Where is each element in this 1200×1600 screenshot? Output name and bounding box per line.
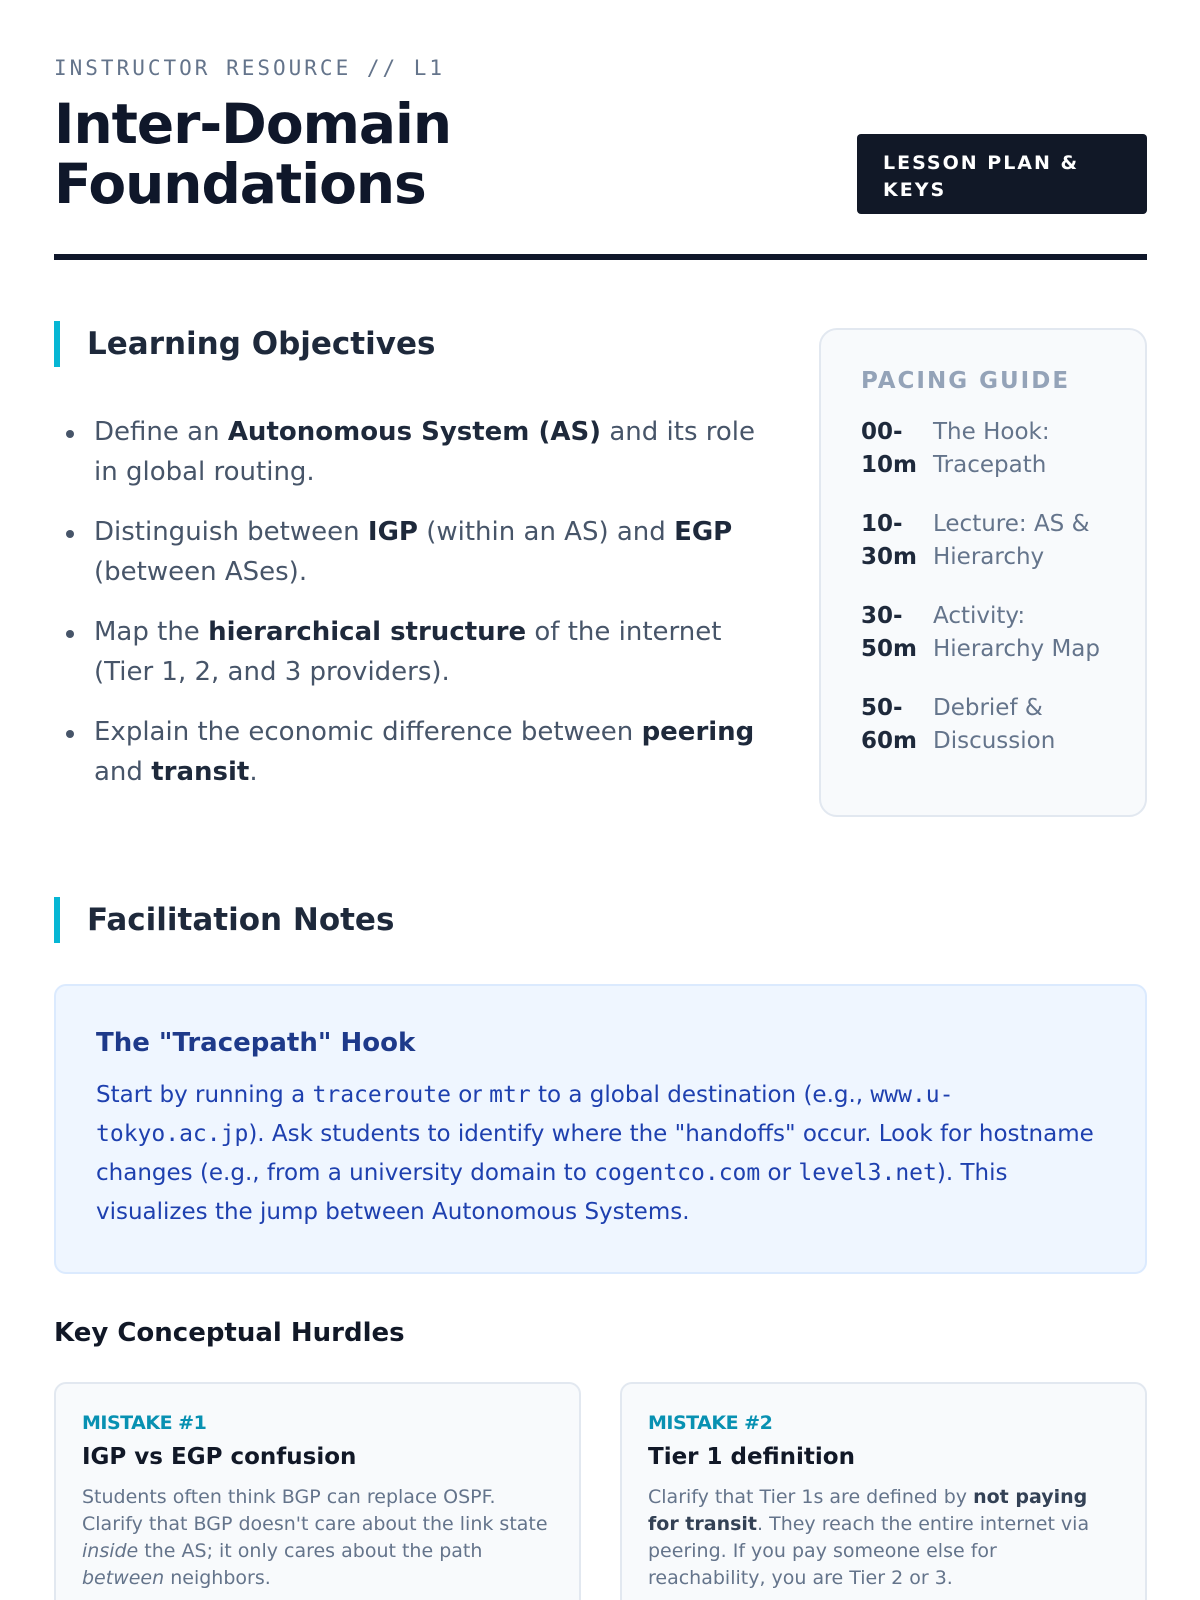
code-snippet: traceroute (312, 1082, 451, 1108)
page-title (54, 94, 451, 214)
pacing-row (861, 600, 1145, 666)
code-snippet: www.u-tokyo.ac.jp (96, 1082, 954, 1147)
learning-objectives-heading: Learning Objectives (54, 321, 435, 367)
objective-item: Map the hierarchical structure of the internet (Tier 1, 2, and 3 providers). (64, 612, 784, 692)
tracepath-hook-callout (54, 984, 1147, 1274)
pacing-activity: Lecture: AS & Hierarchy (932, 511, 1090, 570)
mistake-card (620, 1382, 1147, 1600)
objectives-list (64, 412, 784, 812)
mistake-tag: MISTAKE #2 (648, 1412, 773, 1434)
pacing-time: 10- 30m (861, 511, 917, 570)
pacing-row (861, 692, 1145, 758)
code-snippet: cogentco.com (594, 1160, 761, 1186)
code-snippet: level3.net (798, 1160, 937, 1186)
pacing-row (861, 508, 1145, 574)
hook-body: Start by running a traceroute or mtr to a global destination (e.g., www.u-tokyo.ac.jp). Ask students to identify where the "handoffs" occur. Look for hostname changes (e.g., from a university domain to cogentco.com or level3.net). This visualizes the jump between Autonomous Systems. (96, 1082, 1094, 1225)
facilitation-notes-heading: Facilitation Notes (54, 897, 394, 943)
hook-title: The "Tracepath" Hook (96, 1028, 416, 1058)
mistake-title: Tier 1 definition (648, 1444, 855, 1470)
pacing-activity: Activity: Hierarchy Map (932, 603, 1101, 662)
badge-line-2: KEYS (883, 179, 947, 201)
mistake-body: Students often think BGP can replace OSPF. Clarify that BGP doesn't care about the link state inside the AS; it only cares about the path between neighbors. (82, 1486, 548, 1589)
badge-line-1: LESSON PLAN & (883, 152, 1080, 174)
page-title-line-1: Inter-Domain (54, 92, 452, 156)
pacing-guide-title: PACING GUIDE (861, 368, 1071, 394)
pacing-time: 30- 50m (861, 603, 917, 662)
pacing-time: 50- 60m (861, 695, 917, 754)
code-snippet: mtr (489, 1082, 531, 1108)
header-divider (54, 254, 1147, 260)
objective-item: Define an Autonomous System (AS) and its role in global routing. (64, 412, 784, 492)
pacing-row (861, 416, 1145, 482)
objective-item: Distinguish between IGP (within an AS) and EGP (between ASes). (64, 512, 784, 592)
pacing-activity: The Hook: Tracepath (932, 419, 1050, 478)
pacing-activity: Debrief & Discussion (932, 695, 1056, 754)
pacing-guide-panel (819, 328, 1147, 817)
mistake-tag: MISTAKE #1 (82, 1412, 207, 1434)
mistake-title: IGP vs EGP confusion (82, 1444, 357, 1470)
objective-item: Explain the economic difference between peering and transit. (64, 712, 784, 792)
key-hurdles-heading: Key Conceptual Hurdles (54, 1318, 405, 1348)
mistake-card (54, 1382, 581, 1600)
page-title-line-2: Foundations (54, 152, 426, 216)
mistake-body: Clarify that Tier 1s are defined by not paying for transit. They reach the entire internet via peering. If you pay someone else for reachability, you are Tier 2 or 3. (648, 1486, 1090, 1589)
pacing-time: 00- 10m (861, 419, 917, 478)
lesson-plan-badge (857, 134, 1147, 214)
eyebrow-label: INSTRUCTOR RESOURCE // L1 (54, 56, 446, 80)
